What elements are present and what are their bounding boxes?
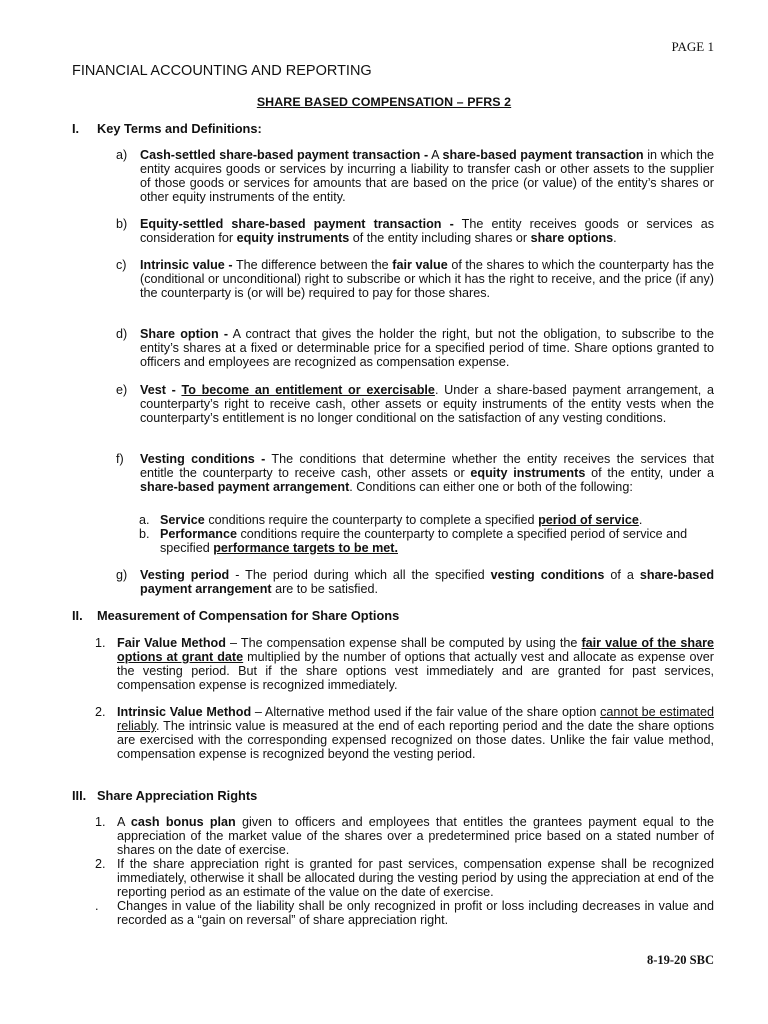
text: A contract that gives the holder the right, but not the obligation, to subscribe to the entity’s shares at a fixed or determinable price for a specified period of time. Share options granted to officers and employees are recognized as compensation expense. (140, 327, 714, 369)
section-number: II. (72, 608, 83, 623)
text: of the entity including shares or (349, 231, 531, 245)
document-title: SHARE BASED COMPENSATION – PFRS 2 (256, 95, 512, 109)
bold-text: share-based payment arrangement (140, 568, 715, 596)
item-label: g) (116, 568, 128, 582)
term: Equity-settled share-based payment transaction - (140, 217, 454, 231)
term: Intrinsic Value Method (117, 705, 252, 719)
section-number: III. (72, 788, 87, 803)
course-title: FINANCIAL ACCOUNTING AND REPORTING (72, 63, 372, 79)
text: . The intrinsic value is measured at the end of each reporting period and the date the share options are exercised with the corresponding expensed recognized on those dates. Unlike the fair value method, compensation expense is recognized beyond the vesting period. (117, 719, 714, 761)
term: Vest - (140, 383, 176, 397)
text: Changes in value of the liability shall be only recognized in profit or loss including decreases in value and recorded as a “gain on reversal” of share appreciation right. (117, 899, 714, 927)
text: – The compensation expense shall be computed by using the (225, 636, 582, 650)
footer-code: 8-19-20 SBC (646, 953, 714, 967)
item-label: b. (139, 527, 150, 541)
text: The conditions that determine whether the entity receives the services that entitle the counterparty to receive cash, other assets or (140, 452, 714, 480)
bold-text: share options (530, 231, 614, 245)
term: Vesting conditions - (140, 452, 266, 466)
item-label: 2. (95, 857, 106, 871)
sar-item-1 (95, 815, 714, 857)
item-label: a) (116, 148, 128, 162)
bold-text: Service (160, 513, 205, 527)
underlined-text: performance targets to be met. (213, 541, 398, 555)
section-number: I. (72, 121, 80, 136)
text: of a (604, 568, 640, 582)
section-heading-sar (72, 789, 257, 803)
text: . (613, 231, 617, 245)
method-fair-value (95, 636, 714, 692)
bold-text: share-based payment arrangement (140, 480, 350, 494)
section-title: Key Terms and Definitions: (97, 121, 262, 136)
text: The entity receives goods or services as consideration for (140, 217, 714, 245)
bold-text: Performance (160, 527, 237, 541)
text: - The period during which all the specified (229, 568, 491, 582)
text: are to be satisfied. (271, 582, 378, 596)
item-label: b) (116, 217, 128, 231)
definition-vesting-period (117, 568, 714, 596)
text: in which the entity acquires goods or services by incurring a liability to transfer cash or other assets to the supplier of those goods or services for amounts that are based on the price (or value) of the entity’s shares or other equity instruments of the entity. (140, 148, 714, 204)
item-label: d) (116, 327, 128, 341)
term: Intrinsic value - (140, 258, 233, 272)
section-title: Measurement of Compensation for Share Options (97, 608, 400, 623)
underlined-text: cannot be estimated reliably (117, 705, 715, 733)
bold-text: share-based payment transaction (442, 148, 644, 162)
text: conditions require the counterparty to complete a specified (204, 513, 539, 527)
text: If the share appreciation right is granted for past services, compensation expense shall be recognized immediately, otherwise it shall be allocated during the vesting period by using the appreciation at end of the reporting period as an estimate of the value on the date of exercise. (117, 857, 714, 899)
bold-text: vesting conditions (490, 568, 605, 582)
text: multiplied by the number of options that actually vest and allocate as expense over the vesting period. But if the share options vest immediately and are granted for past services, compensation expense is recognized immediately. (117, 650, 714, 692)
underlined-text: period of service (538, 513, 639, 527)
section-title: Share Appreciation Rights (97, 788, 258, 803)
definition-equity-settled (117, 217, 714, 245)
item-label: 2. (95, 705, 106, 719)
item-label: e) (116, 383, 128, 397)
term: Share option - (140, 327, 229, 341)
definition-vest (117, 383, 714, 425)
section-heading-key-terms (72, 122, 262, 136)
text: A (117, 815, 131, 829)
text: – Alternative method used if the fair value of the share option (251, 705, 601, 719)
text: of the shares to which the counterparty has the (conditional or unconditional) right to subscribe or which it has the right to receive, and the price (if any) the counterparty is (or will be) required to pay for those shares. (140, 258, 714, 300)
text: The difference between the (232, 258, 393, 272)
term: Cash-settled share-based payment transaction - (140, 148, 429, 162)
text: . Conditions can either one or both of the following: (349, 480, 633, 494)
definition-share-option (117, 327, 714, 369)
page-number: PAGE 1 (671, 39, 714, 54)
item-label: c) (116, 258, 127, 272)
text: . (638, 513, 643, 527)
item-label: . (95, 899, 99, 913)
text: given to officers and employees that entitles the grantees payment equal to the appreciation of the market value of the shares over a predetermined price based on a stated number of shares on the date of exercise. (117, 815, 714, 857)
definition-cash-settled (117, 148, 714, 204)
underlined-text: fair value of the share options at grant date (117, 636, 714, 664)
sub-item-service-conditions (139, 513, 714, 527)
sar-item-3 (95, 899, 714, 927)
bold-text: equity instruments (236, 231, 350, 245)
section-heading-measurement (72, 609, 399, 623)
text: . Under a share-based payment arrangement, a counterparty’s right to receive cash, other assets or equity instruments of the entity vests when the counterparty’s entitlement is no longer conditional on the satisfaction of any vesting conditions. (140, 383, 714, 425)
item-label: 1. (95, 636, 106, 650)
method-intrinsic-value (95, 705, 714, 761)
item-label: a. (139, 513, 150, 527)
text: of the entity, under a (585, 466, 714, 480)
sub-item-performance-conditions (139, 527, 714, 555)
bold-text: fair value (392, 258, 448, 272)
text: A (428, 148, 443, 162)
term: Vesting period (140, 568, 230, 582)
item-label: f) (116, 452, 124, 466)
definition-vesting-conditions (117, 452, 714, 494)
term: Fair Value Method (117, 636, 226, 650)
definition-intrinsic-value (117, 258, 714, 300)
bold-text: equity instruments (470, 466, 586, 480)
underlined-text: To become an entitlement or exercisable (181, 383, 435, 397)
text: conditions require the counterparty to complete a specified period of service and specified (160, 527, 688, 555)
item-label: 1. (95, 815, 106, 829)
sar-item-2 (95, 857, 714, 899)
bold-text: cash bonus plan (130, 815, 236, 829)
